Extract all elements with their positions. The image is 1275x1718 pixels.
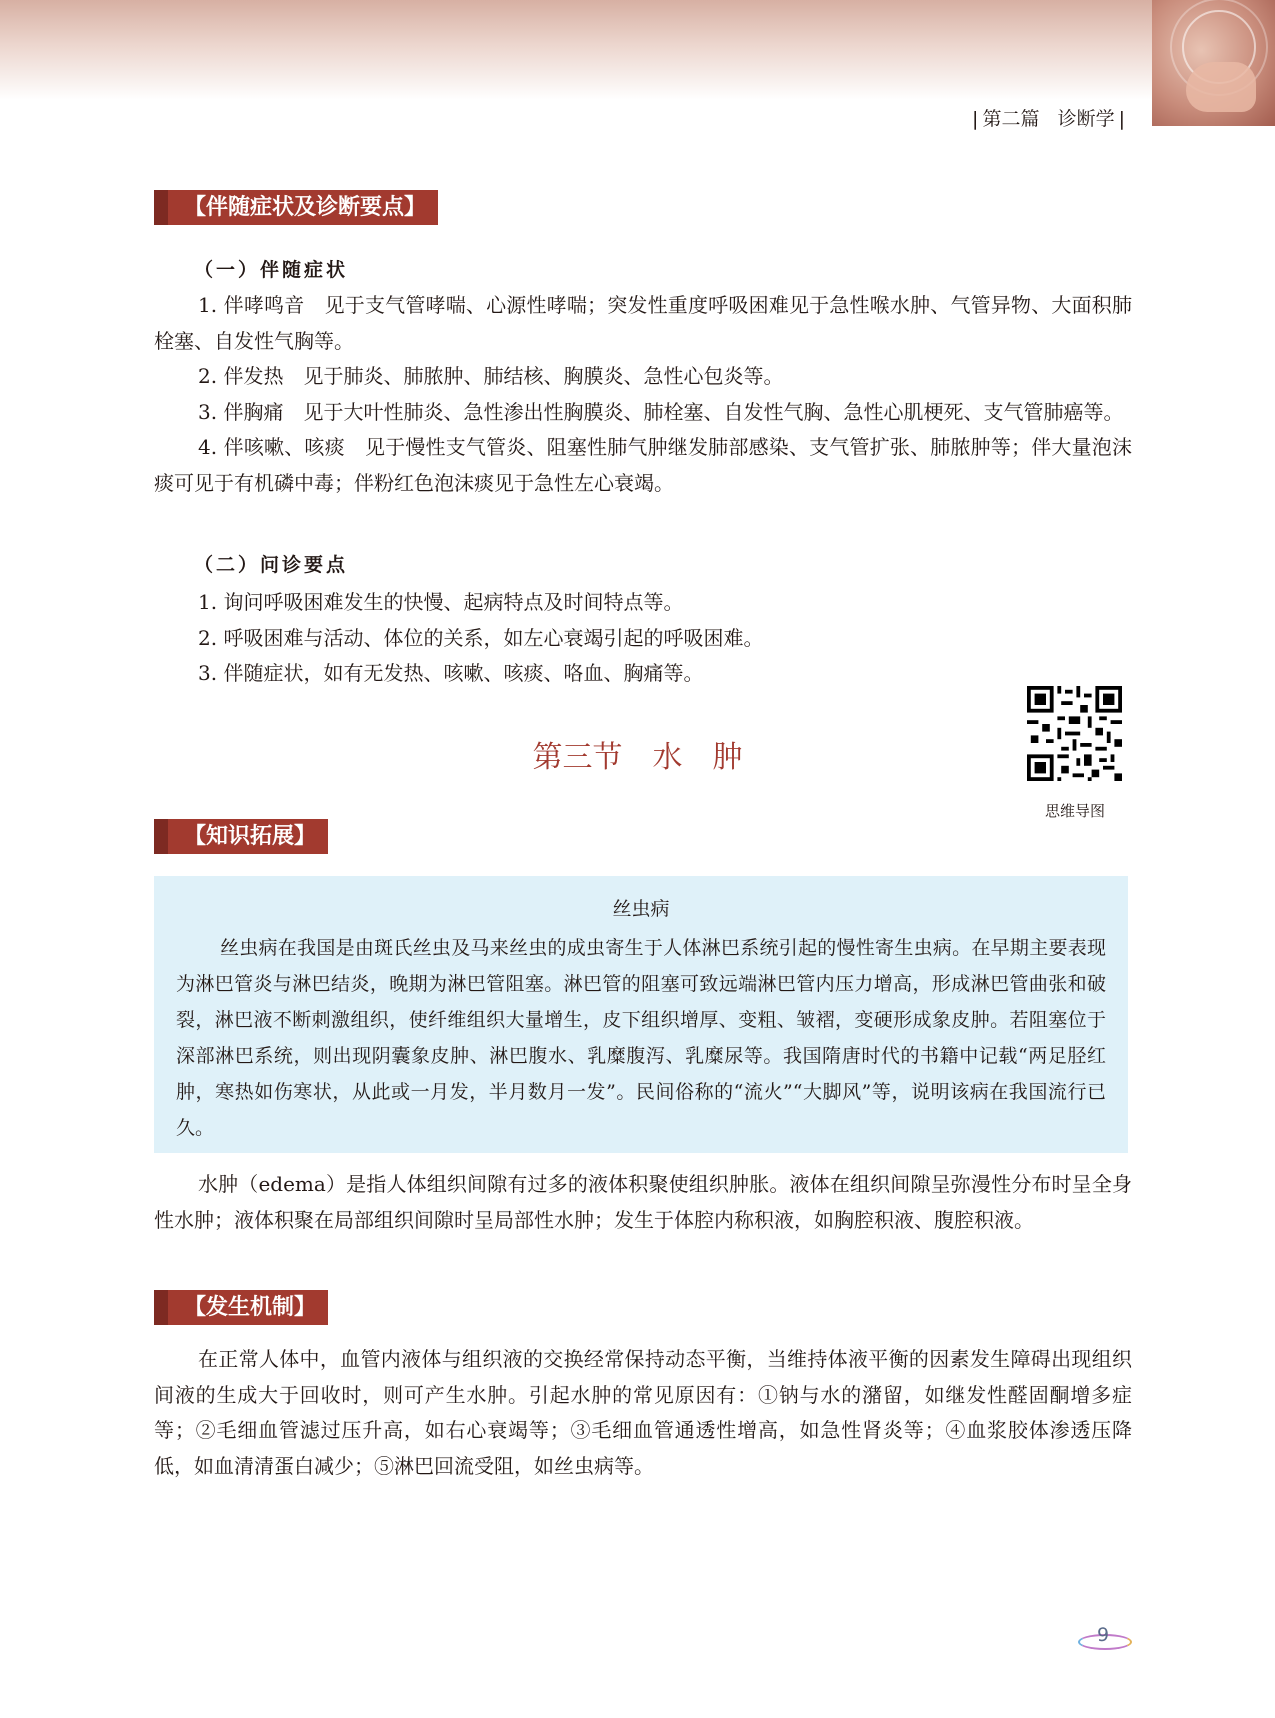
knowledge-box bbox=[154, 876, 1128, 1153]
qr-code-icon[interactable] bbox=[1027, 686, 1122, 781]
page-number: 9 bbox=[1078, 1624, 1128, 1650]
paragraph: 水肿（edema）是指人体组织间隙有过多的液体积聚使组织肿胀。液体在组织间隙呈弥漫性分布时呈全身性水肿；液体积聚在局部组织间隙时呈局部性水肿；发生于体腔内称积液，如胸腔积液、腹腔积液。 bbox=[154, 1172, 1132, 1232]
qr-caption: 思维导图 bbox=[1044, 802, 1105, 820]
header-band bbox=[0, 0, 1275, 100]
list-item: 1. 伴哮鸣音 见于支气管哮喘、心源性哮喘；突发性重度呼吸困难见于急性喉水肿、气管异物、大面积肺栓塞、自发性气胸等。 bbox=[154, 293, 1132, 353]
inquiry-list bbox=[154, 585, 1132, 692]
part-label: 第二篇 bbox=[982, 108, 1040, 130]
subheading-inquiry: （二）问诊要点 bbox=[194, 554, 349, 576]
list-item: 2. 呼吸困难与活动、体位的关系，如左心衰竭引起的呼吸困难。 bbox=[198, 625, 764, 650]
section-heading-symptoms: 【伴随症状及诊断要点】 bbox=[154, 190, 438, 225]
list-item: 2. 伴发热 见于肺炎、肺脓肿、肺结核、胸膜炎、急性心包炎等。 bbox=[198, 364, 784, 388]
list-item: 4. 伴咳嗽、咳痰 见于慢性支气管炎、阻塞性肺气肿继发肺部感染、支气管扩张、肺脓肿等；伴大量泡沫痰可见于有机磷中毒；伴粉红色泡沫痰见于急性左心衰竭。 bbox=[154, 435, 1132, 495]
edema-definition bbox=[154, 1167, 1132, 1238]
knowledge-box-title: 丝虫病 bbox=[612, 898, 670, 920]
knowledge-box-text: 丝虫病在我国是由斑氏丝虫及马来丝虫的成虫寄生于人体淋巴系统引起的慢性寄生虫病。在早期主要表现为淋巴管炎与淋巴结炎，晚期为淋巴管阻塞。淋巴管的阻塞可致远端淋巴管内压力增高，形成淋巴管曲张和破裂，淋巴液不断刺激组织，使纤维组织大量增生，皮下组织增厚、变粗、皱褶，变硬形成象皮肿。若阻塞位于深部淋巴系统，则出现阴囊象皮肿、淋巴腹水、乳糜腹泻、乳糜尿等。我国隋唐时代的书籍中记载“两足胫红肿，寒热如伤寒状，从此或一月发，半月数月一发”。民间俗称的“流火”“大脚风”等，说明该病在我国流行已久。 bbox=[176, 937, 1106, 1139]
chapter-label: | 第二篇 诊断学 | bbox=[972, 108, 1125, 130]
symptom-list bbox=[154, 288, 1132, 501]
list-item: 1. 询问呼吸困难发生的快慢、起病特点及时间特点等。 bbox=[198, 590, 684, 614]
subject-label: 诊断学 bbox=[1057, 108, 1115, 130]
mechanism-text bbox=[154, 1342, 1132, 1484]
section-heading-knowledge: 【知识拓展】 bbox=[154, 819, 328, 854]
section-title: 第三节 水 肿 bbox=[532, 740, 743, 775]
list-item: 3. 伴随症状，如有无发热、咳嗽、咳痰、咯血、胸痛等。 bbox=[198, 661, 704, 685]
subheading-accompanying: （一）伴随症状 bbox=[194, 259, 349, 281]
paragraph: 在正常人体中，血管内液体与组织液的交换经常保持动态平衡，当维持体液平衡的因素发生障碍出现组织间液的生成大于回收时，则可产生水肿。引起水肿的常见原因有：①钠与水的潴留，如继发性醛固酮增多症等；②毛细血管滤过压升高，如右心衰竭等；③毛细血管通透性增高，如急性肾炎等；④血浆胶体渗透压降低，如血清清蛋白减少；⑤淋巴回流受阻，如丝虫病等。 bbox=[154, 1347, 1132, 1478]
list-item: 3. 伴胸痛 见于大叶性肺炎、急性渗出性胸膜炎、肺栓塞、自发性气胸、急性心肌梗死、支气管肺癌等。 bbox=[198, 399, 1124, 424]
stethoscope-header-image bbox=[1152, 0, 1275, 126]
section-heading-mechanism: 【发生机制】 bbox=[154, 1290, 328, 1325]
